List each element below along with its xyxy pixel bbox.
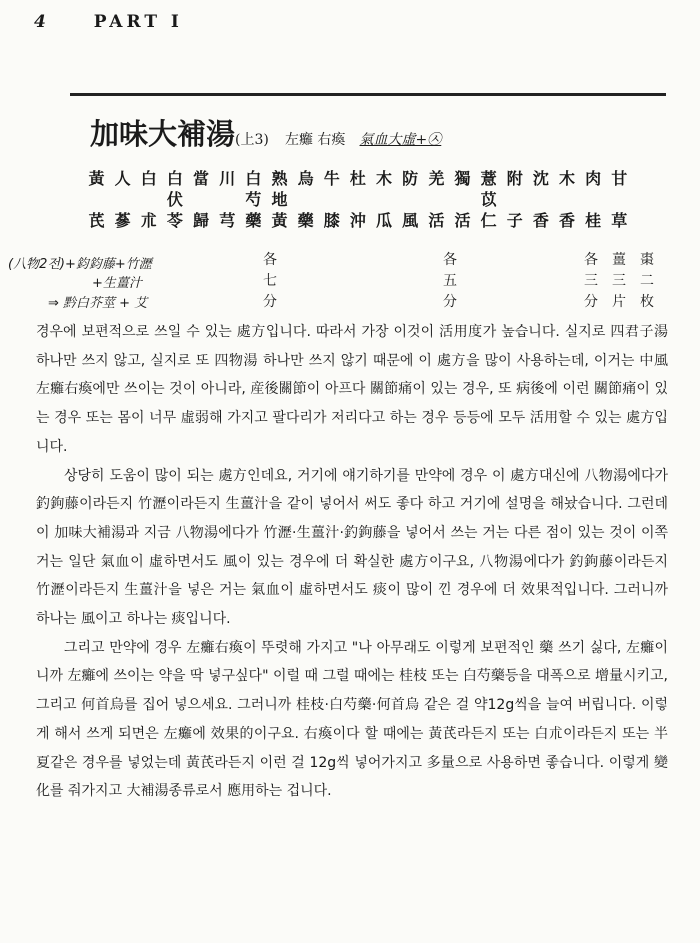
herb-char: 芪	[88, 211, 105, 230]
herb-char: 活	[428, 211, 445, 230]
herb-char: 沈	[532, 169, 549, 188]
herb-char: 仁	[480, 211, 497, 230]
handwritten-note-1: (八物2전)+鈞鈞藤+竹瀝	[8, 257, 152, 272]
dose-column	[437, 250, 463, 313]
herb-char: 草	[611, 211, 628, 230]
herb-column	[504, 168, 525, 232]
herb-column	[609, 168, 630, 232]
herb-char: 膝	[323, 211, 340, 230]
dose-char: 分	[584, 294, 598, 310]
herb-char: 牛	[323, 169, 340, 188]
herb-column	[374, 168, 395, 232]
herb-char: 藥	[297, 211, 314, 230]
dose-char: 片	[612, 294, 626, 310]
herb-char: 子	[506, 211, 523, 230]
herb-char: 活	[454, 211, 471, 230]
part-label: PART I	[93, 12, 183, 32]
herb-list	[86, 168, 630, 232]
herb-char: 朮	[140, 211, 157, 230]
herb-column	[452, 168, 473, 232]
herb-char: 肉	[585, 169, 602, 188]
herb-char: 黃	[271, 211, 288, 230]
herb-column	[164, 168, 185, 232]
herb-column	[426, 168, 447, 232]
dose-char: 棗	[640, 252, 654, 268]
herb-column	[112, 168, 133, 232]
herb-char: 香	[559, 211, 576, 230]
paragraph: 상당히 도움이 많이 되는 處方인데요, 거기에 얘기하기를 만약에 경우 이 處方대신에 八物湯에다가 釣鉤藤이라든지 竹瀝이라든지 生薑汁을 같이 넣어서 써도 좋다 하고 거기에 설명을 해놨습니다. 그런데 이 加味大補湯과 지금 八物湯에다가 竹瀝·生薑汁·釣鉤藤을 넣어서 쓰는 거는 다른 점이 있는 것이 이쪽 거는 일단 氣血이 虛하면서도 風이 있는 경우에 더 확실한 處方이구요, 八物湯에다가 釣鉤藤이라든지 竹瀝이라든지 生薑汁을 넣은 거는 氣血이 虛하면서도 痰이 많이 낀 경우에 더 效果적입니다. 그러니까 하나는 風이고 하나는 痰입니다.	[36, 467, 668, 628]
dose-char: 各	[584, 252, 598, 268]
herb-char: 木	[376, 169, 393, 188]
herb-char: 白	[166, 169, 183, 188]
title-note: 左癱 右瘓	[284, 132, 346, 148]
herb-column	[295, 168, 316, 232]
dose-char: 三	[584, 273, 598, 289]
dose-char: 各	[263, 252, 277, 268]
herb-column	[138, 168, 159, 232]
herb-char: 芍	[245, 190, 262, 209]
herb-char: 木	[559, 169, 576, 188]
herb-char: 芎	[219, 211, 236, 230]
herb-char: 人	[114, 169, 131, 188]
herb-char: 香	[532, 211, 549, 230]
dose-char: 二	[640, 273, 654, 289]
herb-column	[400, 168, 421, 232]
herb-column	[243, 168, 264, 232]
herb-char: 藥	[245, 211, 262, 230]
herb-char: 白	[245, 169, 262, 188]
herb-char: 防	[402, 169, 419, 188]
herb-column	[86, 168, 107, 232]
herb-column	[269, 168, 290, 232]
herb-char: 伏	[166, 190, 183, 209]
herb-column	[530, 168, 551, 232]
herb-char: 白	[140, 169, 157, 188]
header-rule	[70, 93, 666, 96]
herb-column	[347, 168, 368, 232]
page-header	[34, 12, 183, 32]
herb-char: 當	[193, 169, 210, 188]
herb-column	[321, 168, 342, 232]
handwritten-title-note: 氣血大虛+㉦	[359, 132, 442, 148]
herb-char: 熟	[271, 169, 288, 188]
herb-char: 烏	[297, 169, 314, 188]
herb-column	[191, 168, 212, 232]
herb-char: 風	[402, 211, 419, 230]
herb-column	[478, 168, 499, 232]
herb-column	[583, 168, 604, 232]
handwritten-note-3: ⇒ 黔白芥莖 + 艾	[48, 296, 148, 311]
herb-column	[217, 168, 238, 232]
dose-column	[257, 250, 283, 313]
dose-column	[634, 250, 660, 313]
herb-char: 羌	[428, 169, 445, 188]
herb-char: 桂	[585, 211, 602, 230]
prescription-title	[90, 112, 441, 153]
herb-char: 川	[219, 169, 236, 188]
dose-char: 分	[443, 294, 457, 310]
dose-char: 五	[443, 273, 457, 289]
herb-char: 杜	[349, 169, 366, 188]
herb-char: 蔘	[114, 211, 131, 230]
herb-char: 瓜	[376, 211, 393, 230]
herb-char: 沖	[349, 211, 366, 230]
body-text	[36, 318, 668, 806]
dose-char: 三	[612, 273, 626, 289]
paragraph: 경우에 보편적으로 쓰일 수 있는 處方입니다. 따라서 가장 이것이 活用度가 높습니다. 실지로 四君子湯 하나만 쓰지 않고, 실지로 또 四物湯 하나만 쓰지 않기 때문에 이 處方을 많이 사용하는데, 이거는 中風 左癱右瘓에만 쓰이는 것이 아니라, 産後關節이 아프다 關節痛이 있는 경우, 또 病後에 이런 關節痛이 있는 경우 또는 몸이 너무 虛弱해 가지고 팔다리가 저리다고 하는 경우 등등에 모두 活用할 수 있는 處方입니다.	[36, 324, 668, 455]
dose-char: 枚	[640, 294, 654, 310]
herb-char: 附	[506, 169, 523, 188]
herb-char: 苡	[480, 190, 497, 209]
paragraph: 그리고 만약에 경우 左癱右瘓이 뚜렷해 가지고 "나 아무래도 이렇게 보편적인 藥 쓰기 싫다, 左癱이니까 左癱에 쓰이는 약을 딱 넣구싶다" 이럴 때 그럴 때에는 桂枝 또는 白芍藥등을 대폭으로 增量시키고, 그리고 何首烏를 집어 넣으세요. 그러니까 桂枝·白芍藥·何首烏 같은 걸 약12g씩을 늘여 버립니다. 이렇게 해서 쓰게 되면은 左癱에 效果的이구요. 右瘓이다 할 때에는 黃芪라든지 또는 白朮이라든지 또는 半夏같은 경우를 넣었는데 黃芪라든지 이런 걸 12g씩 넣어가지고 多量으로 사용하면 좋습니다. 이렇게 變化를 줘가지고 大補湯종류로서 應用하는 겁니다.	[36, 639, 668, 800]
dose-column	[578, 250, 604, 313]
dose-char: 薑	[612, 252, 626, 268]
herb-char: 地	[271, 190, 288, 209]
dose-char: 七	[263, 273, 277, 289]
herb-char: 歸	[193, 211, 210, 230]
page-number: 4	[34, 12, 50, 32]
herb-char: 苓	[166, 211, 183, 230]
title-sub: (上3)	[235, 132, 269, 148]
title-main: 加味大補湯	[90, 117, 236, 151]
handwritten-note-2: +生薑汁	[92, 276, 142, 291]
dose-column	[606, 250, 632, 313]
dose-char: 各	[443, 252, 457, 268]
herb-char: 獨	[454, 169, 471, 188]
herb-char: 甘	[611, 169, 628, 188]
herb-char: 薏	[480, 169, 497, 188]
herb-column	[557, 168, 578, 232]
dose-char: 分	[263, 294, 277, 310]
herb-char: 黃	[88, 169, 105, 188]
